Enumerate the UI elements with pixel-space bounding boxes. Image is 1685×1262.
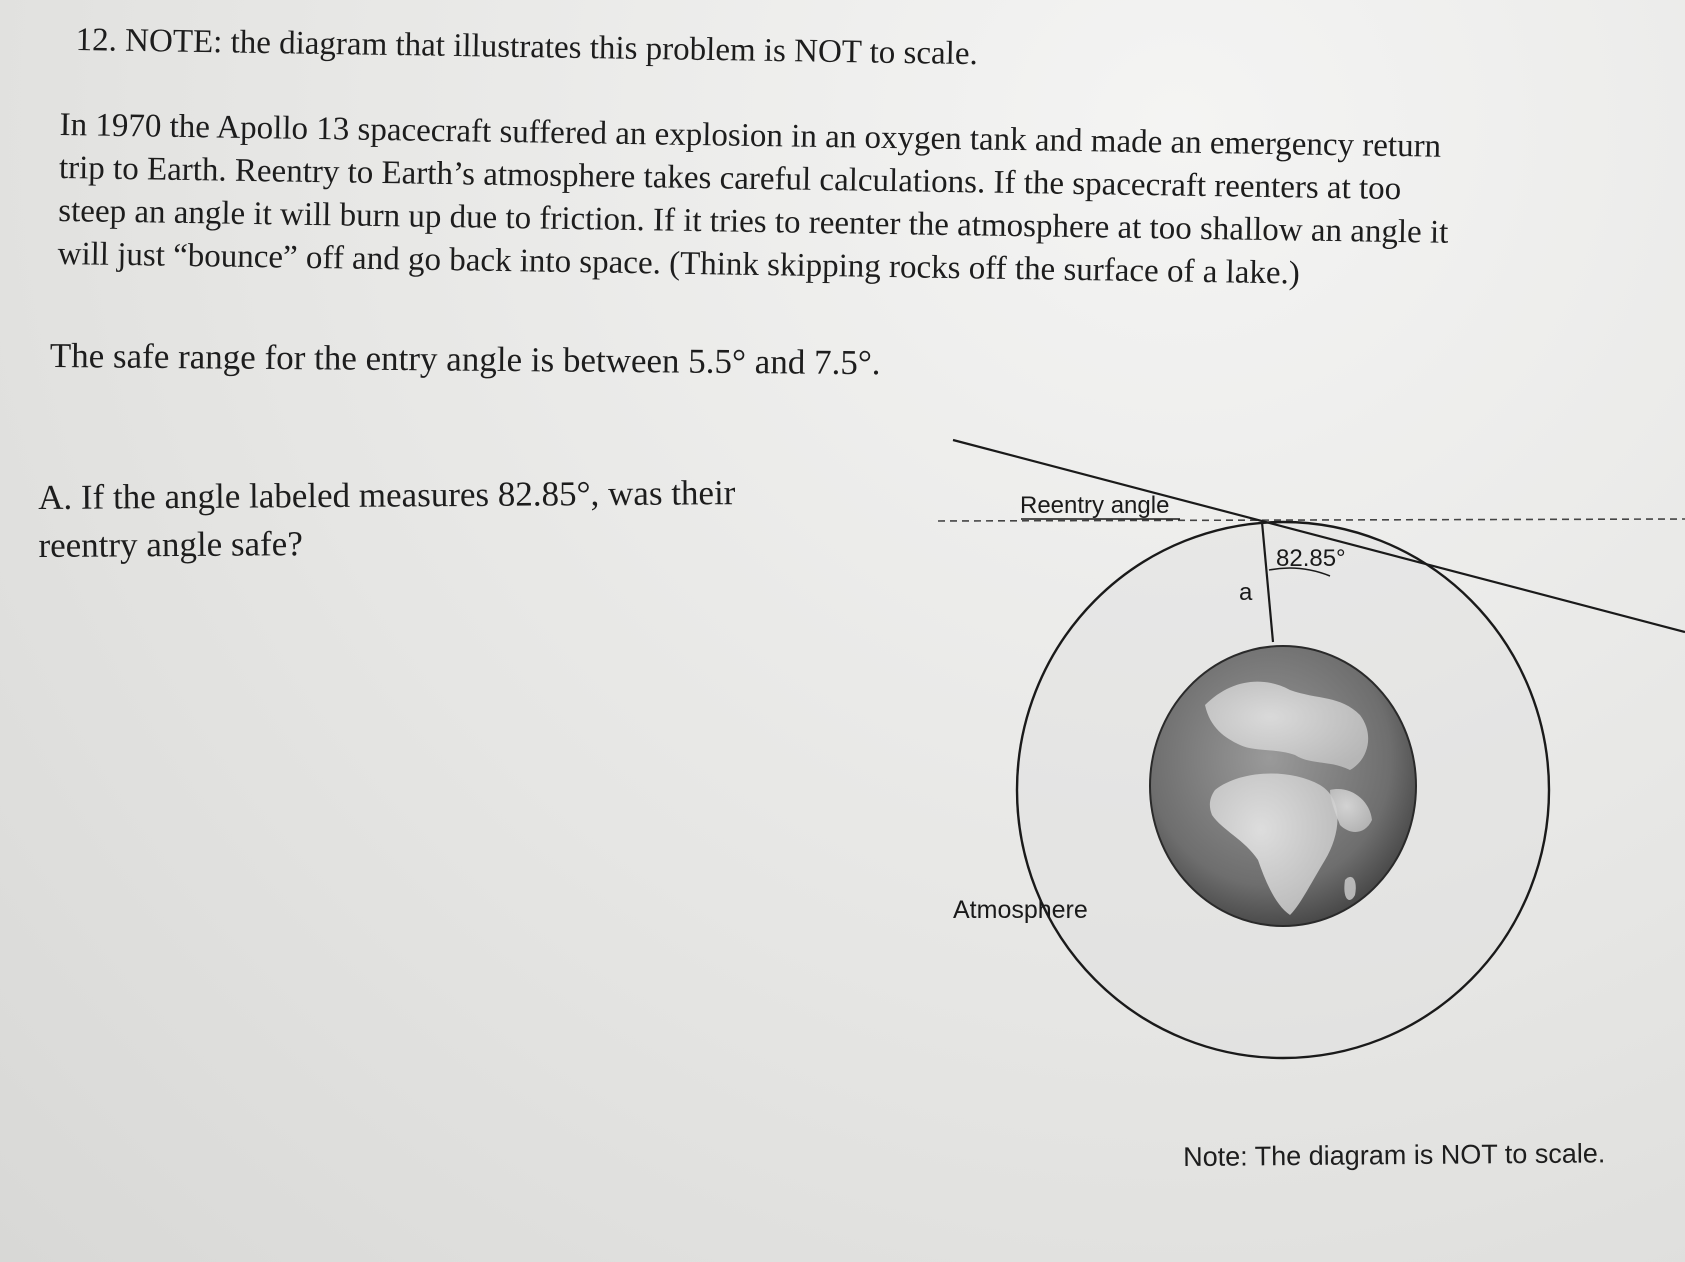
- safe-range-statement: The safe range for the entry angle is between 5.5° and 7.5°.: [49, 336, 881, 383]
- diagram-note: Note: The diagram is NOT to scale.: [1183, 1138, 1606, 1172]
- segment-a-label: a: [1239, 579, 1253, 606]
- question-a-line: reentry angle safe?: [38, 524, 303, 565]
- intro-line: steep an angle it will burn up due to friction. If it tries to reenter the atmosphere at too shallow an angle it: [58, 192, 1449, 251]
- angle-value-label: 82.85°: [1276, 545, 1346, 572]
- reentry-angle-label: Reentry angle: [1020, 492, 1170, 519]
- question-a-line: A. If the angle labeled measures 82.85°, was their: [38, 473, 736, 517]
- intro-line: trip to Earth. Reentry to Earth’s atmosphere takes careful calculations. If the spacecraft reenters at too: [58, 149, 1402, 208]
- atmosphere-label: Atmosphere: [953, 896, 1088, 924]
- intro-line: In 1970 the Apollo 13 spacecraft suffered an explosion in an oxygen tank and made an emergency return: [59, 106, 1442, 165]
- earth-icon: [1150, 646, 1416, 926]
- problem-title: 12. NOTE: the diagram that illustrates this problem is NOT to scale.: [75, 22, 979, 73]
- intro-line: will just “bounce” off and go back into space. (Think skipping rocks off the surface of a lake.): [57, 235, 1301, 292]
